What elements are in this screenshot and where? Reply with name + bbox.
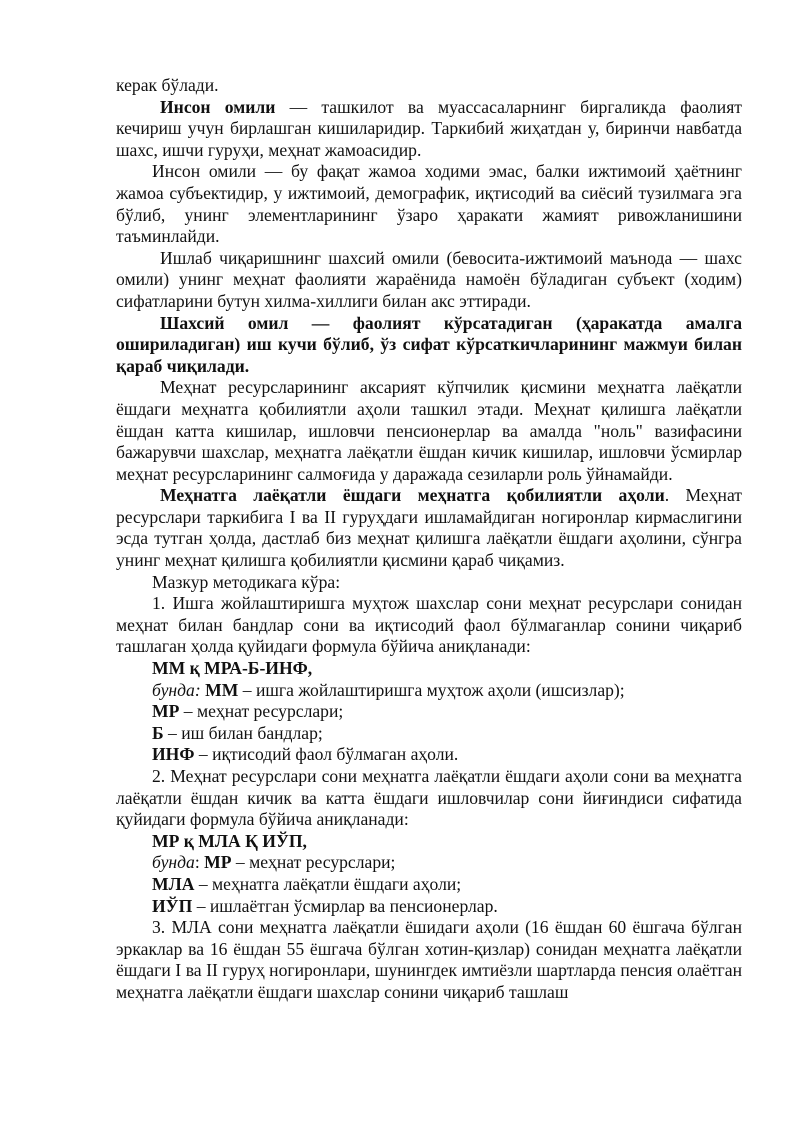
paragraph-text: 1. Ишга жойлаштиришга муҳтож шахслар сони меҳнат ресурслари сонидан меҳнат билан бандлар сони ва иқтисодий фаол бўлмаганлар сонини чиқариб ташлаган ҳолда қуйидаги формула бўйича аниқланади: — [116, 593, 742, 657]
definition-term: ММ — [205, 679, 239, 700]
paragraph-personal-factor-definition — [116, 313, 742, 378]
paragraph-text: — ташкилот ва муассасаларнинг биргаликда фаолият кечириш учун бирлашган кишиларидир. Таркибий жиҳатдан у, биринчи навбатда шахс, ишчи гуруҳи, меҳнат жамоасидир. — [116, 96, 742, 160]
definition-b — [116, 723, 742, 745]
definition-term: МР — [152, 701, 180, 722]
definition-colon: : — [194, 852, 205, 873]
paragraph-text: керак бўлади. — [116, 75, 219, 95]
definition-text: – иқтисодий фаол бўлмаган аҳоли. — [194, 744, 459, 765]
term-able-bodied-population: Меҳнатга лаёқатли ёшдаги меҳнатга қобилиятли аҳоли — [160, 485, 665, 506]
paragraph-text: Меҳнат ресурсларининг аксарият кўпчилик қисмини меҳнатга лаёқатли ёшдаги меҳнатга қобилиятли аҳоли ташкил этади. Меҳнат қилишга лаёқатли ёшдан катта кишилар, ишловчи пенсионерлар ва амалда "ноль" вазифасини бажарувчи шахслар, меҳнатга лаёқатли ёшдан кичик кишилар, ишловчи ўсмирлар меҳнат ресурсларининг салмоғида у даражада сезиларли роль ўйнамайди. — [116, 377, 742, 484]
paragraph-text: 3. МЛА сони меҳнатга лаёқатли ёшидаги аҳоли (16 ёшдан 60 ёшгача бўлган эркаклар ва 16 ёшдан 55 ёшгача бўлган хотин-қизлар) сонидан меҳнатга лаёқатли ёшдаги I ва II гуруҳ ногиронлари, шунингдек имтиёзли шартларда пенсия олаётган меҳнатга лаёқатли ёшдаги шахслар сонини чиқариб ташлаш — [116, 917, 742, 1002]
paragraph-human-factor-definition — [116, 97, 742, 162]
definition-mr — [116, 701, 742, 723]
definition-label: бунда: — [152, 679, 201, 700]
formula-1 — [116, 658, 742, 680]
paragraph-item-2 — [116, 766, 742, 831]
definition-text: – ишлаётган ўсмирлар ва пенсионерлар. — [192, 895, 498, 916]
definition-term: МР — [204, 852, 232, 873]
paragraph-human-factor-subject — [116, 161, 742, 247]
definition-term: МЛА — [152, 873, 195, 894]
paragraph-text: Инсон омили — бу фақат жамоа ходими эмас, балки ижтимоий ҳаётнинг жамоа субъектидир, у ижтимоий, демографик, иқтисодий ва сиёсий тузилмага эга бўлиб, унинг элементларининг ўзаро ҳаракати жамият ривожланишини таъминлайди. — [116, 161, 742, 247]
definition-text: – меҳнат ресурслари; — [231, 852, 396, 873]
definition-text: – меҳнат ресурслари; — [179, 701, 344, 722]
page-body — [116, 75, 742, 1004]
formula-2 — [116, 831, 742, 853]
paragraph-methodology-intro — [116, 572, 742, 594]
paragraph-text: 2. Меҳнат ресурслари сони меҳнатга лаёқатли ёшдаги аҳоли сони ва меҳнатга лаёқатли ёшдан кичик ва катта ёшдаги ишловчилар сони йиғиндиси сифатида қуйидаги формула бўйича аниқланади: — [116, 766, 742, 830]
term-human-factor: Инсон омили — [160, 96, 276, 117]
paragraph-personal-factor — [116, 248, 742, 313]
definition-inf — [116, 744, 742, 766]
definition-mm — [116, 680, 742, 702]
definition-text: – ишга жойлаштиришга муҳтож аҳоли (ишсизлар); — [238, 679, 625, 700]
paragraph-text: Ишлаб чиқаришнинг шахсий омили (бевосита-ижтимоий маънода — шахс омили) унинг меҳнат фаолияти жараёнида намоён бўладиган субъект (ходим) сифатларини бутун хилма-хиллиги билан акс эттиради. — [116, 247, 742, 311]
paragraph-text: . Меҳнат ресурслари таркибига I ва II гуруҳдаги ишламайдиган ногиронлар кирмаслигини эсда тутган ҳолда, дастлаб биз меҳнат қилишга лаёқатли ёшдаги аҳолини, сўнгра унинг меҳнат қилишга қобилиятли қисмини қараб чиқамиз. — [116, 485, 742, 571]
paragraph-item-1 — [116, 593, 742, 658]
paragraph-text: Мазкур методикага кўра: — [152, 571, 341, 592]
definition-term: ИНФ — [152, 744, 195, 765]
definition-iup — [116, 896, 742, 918]
definition-mr-2 — [116, 852, 742, 874]
paragraph-continuation — [116, 75, 742, 97]
definition-label: бунда — [152, 852, 195, 873]
definition-mla — [116, 874, 742, 896]
definition-text: – иш билан бандлар; — [163, 722, 323, 743]
formula-text: ММ қ МРА-Б-ИНФ, — [152, 658, 313, 679]
paragraph-able-bodied-population — [116, 485, 742, 571]
definition-term: Б — [152, 722, 164, 743]
definition-term: ИЎП — [152, 895, 193, 916]
paragraph-labour-resources — [116, 377, 742, 485]
paragraph-text: Шахсий омил — фаолият кўрсатадиган (ҳаракатда амалга ошириладиган) иш кучи бўлиб, ўз сифат кўрсаткичларининг мажмуи билан қараб чиқилади. — [116, 312, 742, 376]
formula-text: МР қ МЛА Қ ИЎП, — [152, 830, 307, 851]
paragraph-item-3 — [116, 917, 742, 1003]
definition-text: – меҳнатга лаёқатли ёшдаги аҳоли; — [194, 873, 462, 894]
